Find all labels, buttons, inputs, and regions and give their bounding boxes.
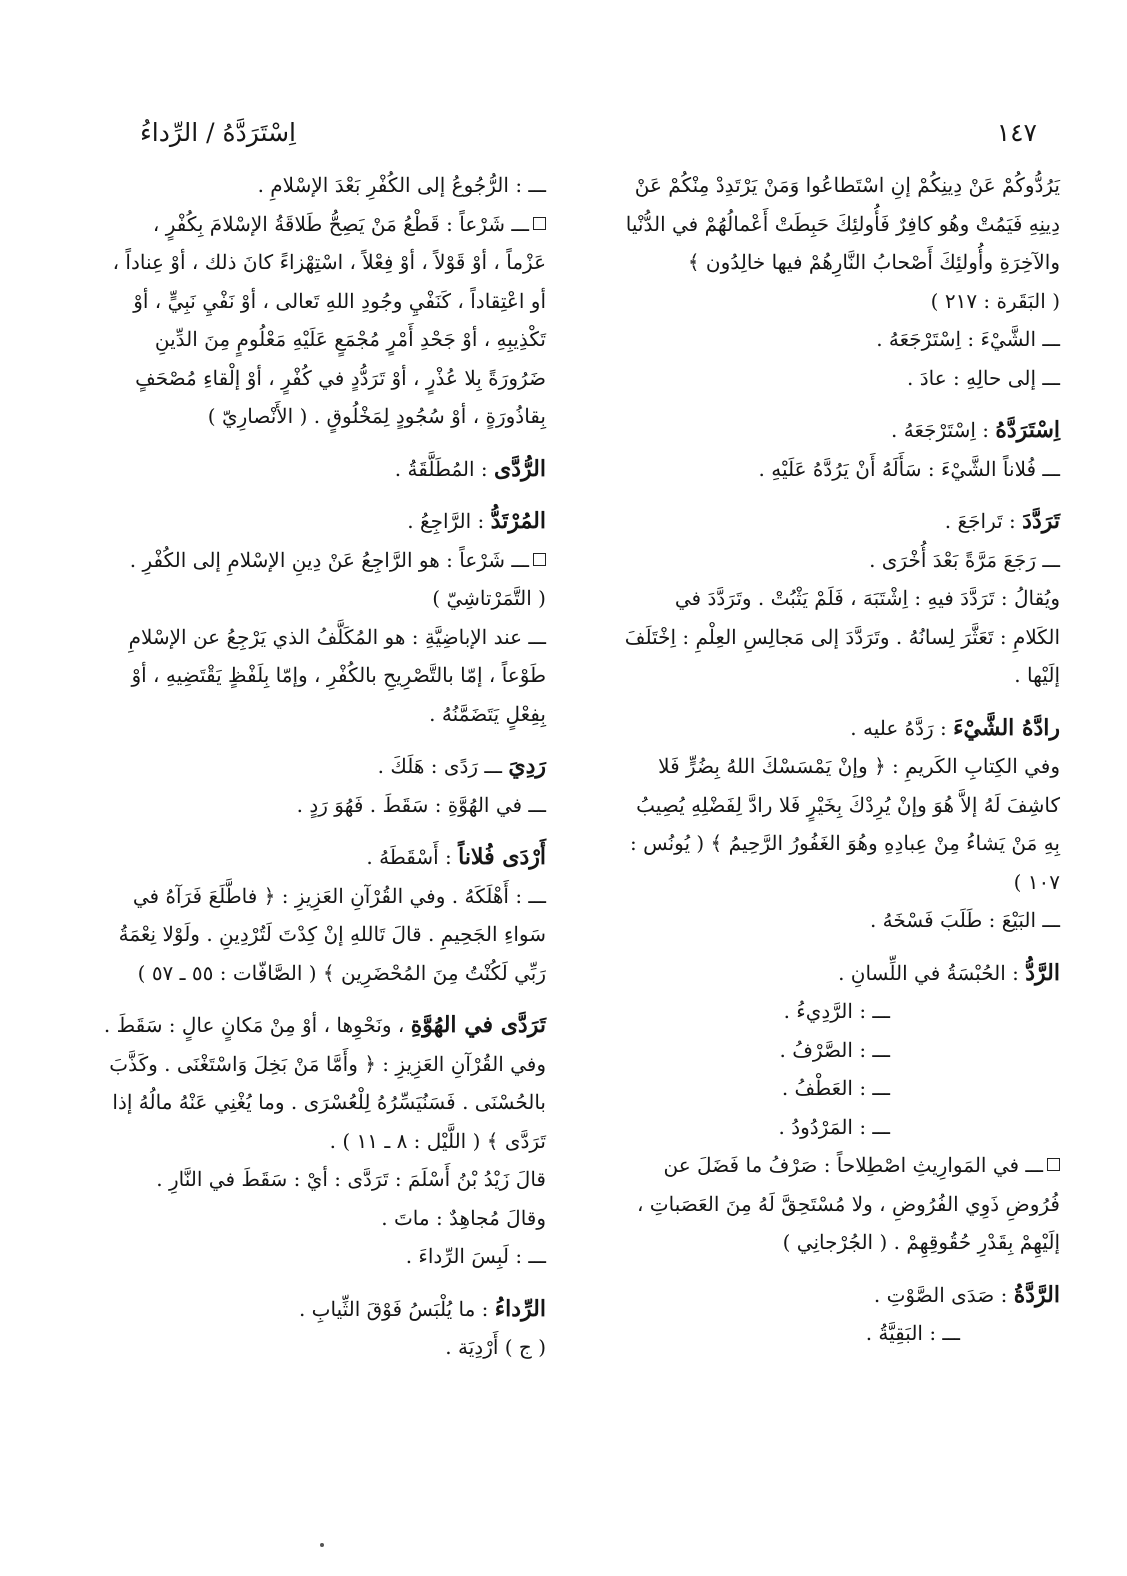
headword: رَدِيَ — [508, 753, 546, 779]
sense-line: ـــ عند الإباضِيَّةِ : هو المُكَلَّفُ الذي يَرْجِعُ عن الإسْلامِ — [128, 624, 546, 649]
square-bullet-icon — [1047, 1158, 1060, 1171]
sense-line: ـــ : الصَّرْفُ . — [779, 1037, 890, 1062]
entry-raadda — [578, 709, 1060, 940]
sense-line: ـــ البَيْعَ : طَلَبَ فَسْخَهُ . — [869, 908, 1060, 932]
definition: : أَسْقَطَهُ . — [366, 845, 452, 869]
headword: تَرَدَّى في الهُوَّةِ — [410, 1012, 546, 1038]
body-line: قالَ زَيْدُ بْنُ أَسْلَمَ : تَرَدَّى : أيْ : سَقَطَ في النَّارِ . — [156, 1167, 546, 1191]
scan-speck — [320, 1543, 324, 1547]
running-head: اِسْتَرَدَّهُ / الرِّداءُ — [140, 118, 296, 147]
headword: المُرْتَدُّ — [490, 508, 546, 534]
body-line: أو اعْتِقاداً ، كَنَفْيِ وجُودِ اللهِ تَعالى ، أوْ نَفْيِ نَبِيٍّ ، أوْ — [133, 288, 546, 313]
sense-line: ـــ : العَطْفُ . — [781, 1076, 890, 1100]
definition: ، ونَحْوِها ، أوْ مِنْ مَكانٍ عالٍ : سَقَطَ . — [103, 1013, 405, 1037]
entry-rudda — [64, 450, 546, 489]
headword: اِسْتَرَدَّهُ — [995, 417, 1060, 443]
ridda-continuation — [64, 166, 546, 436]
headword: تَرَدَّدَ — [1022, 508, 1060, 534]
verse-reference: ( البَقَرة : ٢١٧ ) — [930, 288, 1060, 313]
body-line: ضَرُورَةً بِلا عُذْرٍ ، أوْ تَرَدُّدٍ في كُفْرٍ ، أوْ إلْقاءِ مُصْحَفٍ — [135, 365, 546, 390]
verse-block — [578, 166, 1060, 397]
definition: : رَدَّهُ عليه . — [850, 715, 947, 740]
body-line: وقالَ مُجاهِدٌ : ماتَ . — [381, 1205, 546, 1230]
sense-line: ـــ : المَرْدُودُ . — [778, 1114, 890, 1139]
body-line: طَوْعاً ، إمّا بالتَّصْرِيحِ بالكُفْرِ ، وإمّا بِلَفْظٍ يَقْتَضِيهِ ، أوْ — [131, 663, 546, 687]
plural-form: ( ج ) أَرْدِيَة . — [445, 1335, 546, 1359]
entry-taraddada — [578, 502, 1060, 695]
body-line: سَواءِ الجَحِيمِ . قالَ تَاللهِ إنْ كِدْتَ لَتُرْدِينِ . ولَوْلا نِعْمَةُ — [118, 922, 546, 946]
right-column — [578, 166, 1060, 1367]
headword: رادَّهُ الشَّيْءَ — [953, 714, 1060, 741]
entry-murtadd — [64, 502, 546, 733]
verse-line: والآخِرَةِ وأُولئِكَ أَصْحابُ النَّارِهُمْ فيها خالِدُون ﴾ — [687, 250, 1060, 274]
entry-istaradda — [578, 411, 1060, 488]
verse-line: دِينِهِ فَيَمُتْ وهُو كافِرٌ فَأُولئِكَ حَبِطَتْ أَعْمالُهُمْ في الدُّنْيا — [625, 211, 1060, 236]
definition: : صَدَى الصَّوْتِ . — [873, 1282, 1008, 1307]
body-line: بِقاذُورَةٍ ، أوْ سُجُودٍ لِمَخْلُوقٍ . ( الأَنْصارِيّ ) — [207, 404, 546, 428]
sense-line: ـــ فُلاناً الشَّيْءَ : سَأَلَهُ أَنْ يَرُدَّهُ عَلَيْهِ . — [758, 456, 1060, 481]
sense-line: ـــ الشَّيْءَ : اِسْتَرْجَعَهُ . — [876, 327, 1060, 351]
body-line: إلَيْها . — [1014, 663, 1060, 687]
body-line: ويُقالُ : تَرَدَّدَ فيهِ : اِشْتَبَهَ ، فَلَمْ يَثْبُتْ . وتَرَدَّدَ في — [674, 586, 1060, 610]
entry-radiya — [64, 747, 546, 824]
sense-line: ـــ في الهُوَّةِ : سَقَطَ . فَهُوَ رَدٍ . — [296, 792, 546, 817]
definition: : اِسْتَرْجَعَهُ . — [891, 418, 989, 442]
left-column — [64, 166, 546, 1381]
body-line: ( التَّمَرْتاشِيّ ) — [432, 586, 546, 610]
body-line: تَرَدَّى ﴾ ( اللَّيْل : ٨ ـ ١١ ) . — [329, 1128, 546, 1153]
definition: : تَراجَعَ . — [944, 509, 1016, 533]
definition: : الرَّاجِعُ . — [407, 509, 485, 533]
headword: الرِّداءُ — [494, 1295, 546, 1322]
body-line: رَبِّي لَكُنْتُ مِنَ المُحْضَرِين ﴾ ( الصَّافّات : ٥٥ ـ ٥٧ ) — [137, 960, 546, 985]
definition: : الحُبْسَةُ في اللِّسانِ . — [838, 960, 1019, 985]
body-line: إلَيْهِمْ بِقَدْرِ حُقُوقِهِمْ . ( الجُرْجانِي ) — [782, 1230, 1060, 1254]
entry-taradda — [64, 1006, 546, 1276]
body-line: الكَلامِ : تَعَثَّرَ لِسانُهُ . وتَرَدَّدَ إلى مَجالِسِ العِلْمِ : اِخْتَلَفَ — [624, 624, 1060, 649]
body-line: بِهِ مَنْ يَشاءُ مِنْ عِبادِهِ وهُوَ الغَفُورُ الرَّحِيمُ ﴾ ( يُونُس : — [629, 831, 1060, 855]
sense-line: ـــ إلى حالِهِ : عادَ . — [907, 365, 1060, 390]
headword: الرُّدَّى — [494, 455, 546, 482]
entry-arda — [64, 838, 546, 992]
sense-line: ـــ : أَهْلَكَهُ . وفي القُرْآنِ العَزِيزِ : ﴿ فاطَّلَعَ فَرَآهُ في — [132, 883, 546, 908]
sense-line: ـــ رَجَعَ مَرَّةً بَعْدَ أُخْرَى . — [869, 547, 1060, 572]
headword: الرَّدُّ — [1025, 959, 1060, 986]
body-line: ـــ في المَوارِيثِ اصْطِلاحاً : صَرْفُ ما فَضَلَ عن — [663, 1153, 1043, 1177]
sense-line: ـــ : الرَّدِيءُ . — [783, 999, 890, 1023]
body-line: كاشِفَ لَهُ إلاَّ هُوَ وإنْ يُرِدْكَ بِخَيْرٍ فَلا رادَّ لِفَضْلِهِ يُصِيبُ — [636, 792, 1060, 817]
body-line: وفي الكِتابِ الكَريمِ : ﴿ وإنْ يَمْسَسْكَ اللهُ بِضُرٍّ فَلا — [658, 754, 1060, 778]
verse-reference: ١٠٧ ) — [1013, 869, 1060, 894]
definition: ـــ رَدًى : هَلَكَ . — [377, 754, 502, 778]
headword: الرَّدَّةُ — [1013, 1281, 1060, 1308]
entry-radd — [578, 954, 1060, 1262]
square-bullet-icon — [533, 217, 546, 230]
square-bullet-icon — [533, 553, 546, 566]
body-line: ـــ شَرْعاً : هو الرَّاجِعُ عَنْ دِينِ الإسْلامِ إلى الكُفْرِ . — [129, 547, 529, 572]
body-line: فُرُوضِ ذَوِي الفُرُوضِ ، ولا مُسْتَحِقَّ لَهُ مِنَ العَصَباتِ ، — [636, 1191, 1060, 1216]
sense-line: ـــ : الرُّجُوعُ إلى الكُفْرِ بَعْدَ الإسْلامِ . — [257, 173, 546, 197]
body-line: تَكْذِيبِهِ ، أوْ جَحْدِ أَمْرٍ مُجْمَعٍ عَلَيْهِ مَعْلُومٍ مِنَ الدِّينِ — [154, 327, 546, 351]
body-line: عَزْماً ، أوْ قَوْلاً ، أوْ فِعْلاً ، اسْتِهْزاءً كانَ ذلك ، أوْ عِناداً ، — [112, 250, 546, 274]
entry-radda — [578, 1276, 1060, 1353]
definition: : ما يُلْبَسُ فَوْقَ الثِّيابِ . — [298, 1296, 489, 1321]
body-line: بِفِعْلٍ يَتَضَمَّنُهُ . — [429, 701, 546, 726]
page-header — [60, 118, 1067, 158]
sense-line: ـــ : البَقِيَّةُ . — [865, 1321, 960, 1345]
sense-line: ـــ : لَبِسَ الرِّداءَ . — [405, 1244, 546, 1268]
definition: : المُطَلَّقَةُ . — [394, 456, 488, 481]
body-line: وفي القُرْآنِ العَزِيزِ : ﴿ وأَمَّا مَنْ بَخِلَ وَاسْتَغْنَى . وكَذَّبَ — [109, 1051, 546, 1076]
verse-line: يَرُدُّوكُمْ عَنْ دِينِكُمْ إنِ اسْتَطاعُوا وَمَنْ يَرْتَدِدْ مِنْكُمْ عَنْ — [634, 173, 1060, 197]
headword: أَرْدَى فُلاناً — [458, 844, 546, 870]
body-line: ـــ شَرْعاً : قَطْعُ مَنْ يَصِحُّ طَلاقَةُ الإسْلامَ بِكُفْرٍ ، — [152, 211, 529, 236]
body-line: بالحُسْنَى . فَسَنُيَسِّرُهُ لِلْعُسْرَى . وما يُغْنِي عَنْهُ مالُهُ إذا — [112, 1090, 546, 1114]
entry-rida — [64, 1290, 546, 1367]
page-number: ١٤٧ — [996, 118, 1037, 147]
